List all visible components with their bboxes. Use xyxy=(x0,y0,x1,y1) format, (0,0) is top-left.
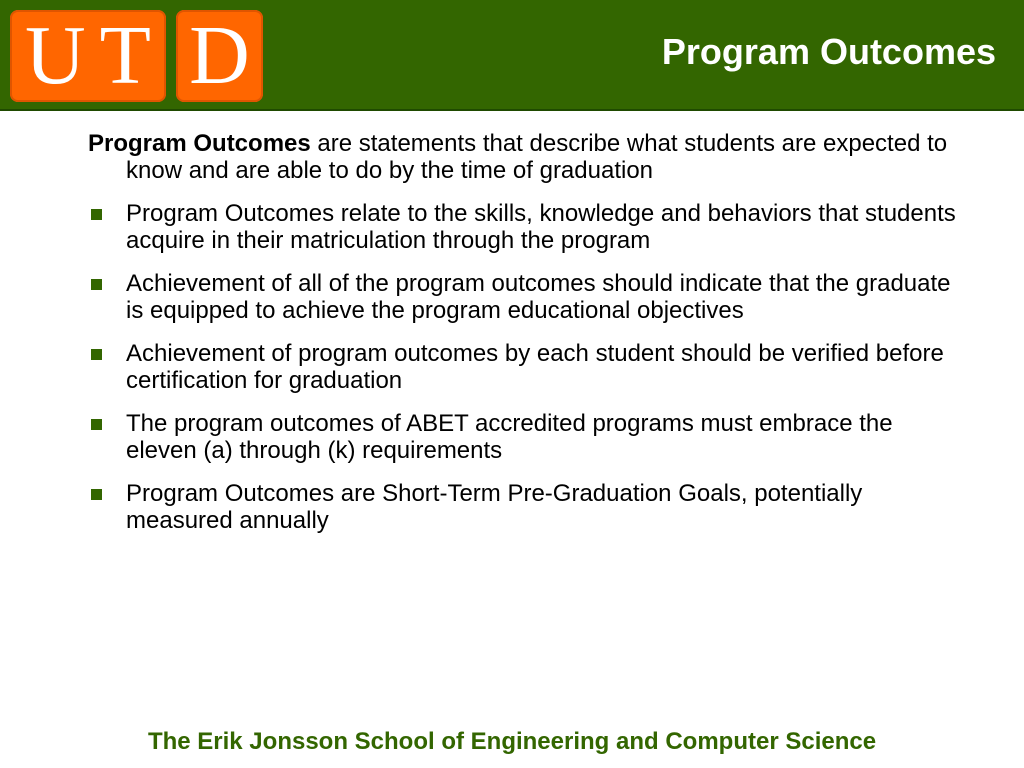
utd-logo-d: D xyxy=(176,10,263,102)
header-bar xyxy=(0,0,1024,111)
square-bullet-icon xyxy=(91,279,102,290)
utd-logo-ut xyxy=(10,10,166,102)
bullet-text: The program outcomes of ABET accredited programs must embrace the eleven (a) through (k) requirements xyxy=(126,410,893,464)
square-bullet-icon xyxy=(91,209,102,220)
bullet-text: Program Outcomes relate to the skills, knowledge and behaviors that students acquire in their matriculation through the program xyxy=(126,200,956,254)
logo-letter-u: U xyxy=(25,9,86,102)
bullet-item xyxy=(88,340,958,394)
slide-content xyxy=(88,130,958,550)
slide-title: Program Outcomes xyxy=(661,31,996,72)
intro-paragraph xyxy=(88,130,958,184)
logo-letter-t: T xyxy=(99,9,151,102)
square-bullet-icon xyxy=(91,349,102,360)
intro-lead: Program Outcomes xyxy=(88,130,311,157)
bullet-item xyxy=(88,270,958,324)
square-bullet-icon xyxy=(91,419,102,430)
square-bullet-icon xyxy=(91,489,102,500)
bullet-text: Achievement of all of the program outcomes should indicate that the graduate is equipped to achieve the program educational objectives xyxy=(126,270,951,324)
bullet-text: Achievement of program outcomes by each student should be verified before certification for graduation xyxy=(126,340,944,394)
bullet-text: Program Outcomes are Short-Term Pre-Graduation Goals, potentially measured annually xyxy=(126,480,863,534)
bullet-item xyxy=(88,480,958,534)
footer-school-name: The Erik Jonsson School of Engineering and Computer Science xyxy=(147,728,877,755)
intro-text: are statements that describe what students are expected to know and are able to do by the time of graduation xyxy=(126,130,948,184)
bullet-item xyxy=(88,410,958,464)
bullet-item xyxy=(88,200,958,254)
